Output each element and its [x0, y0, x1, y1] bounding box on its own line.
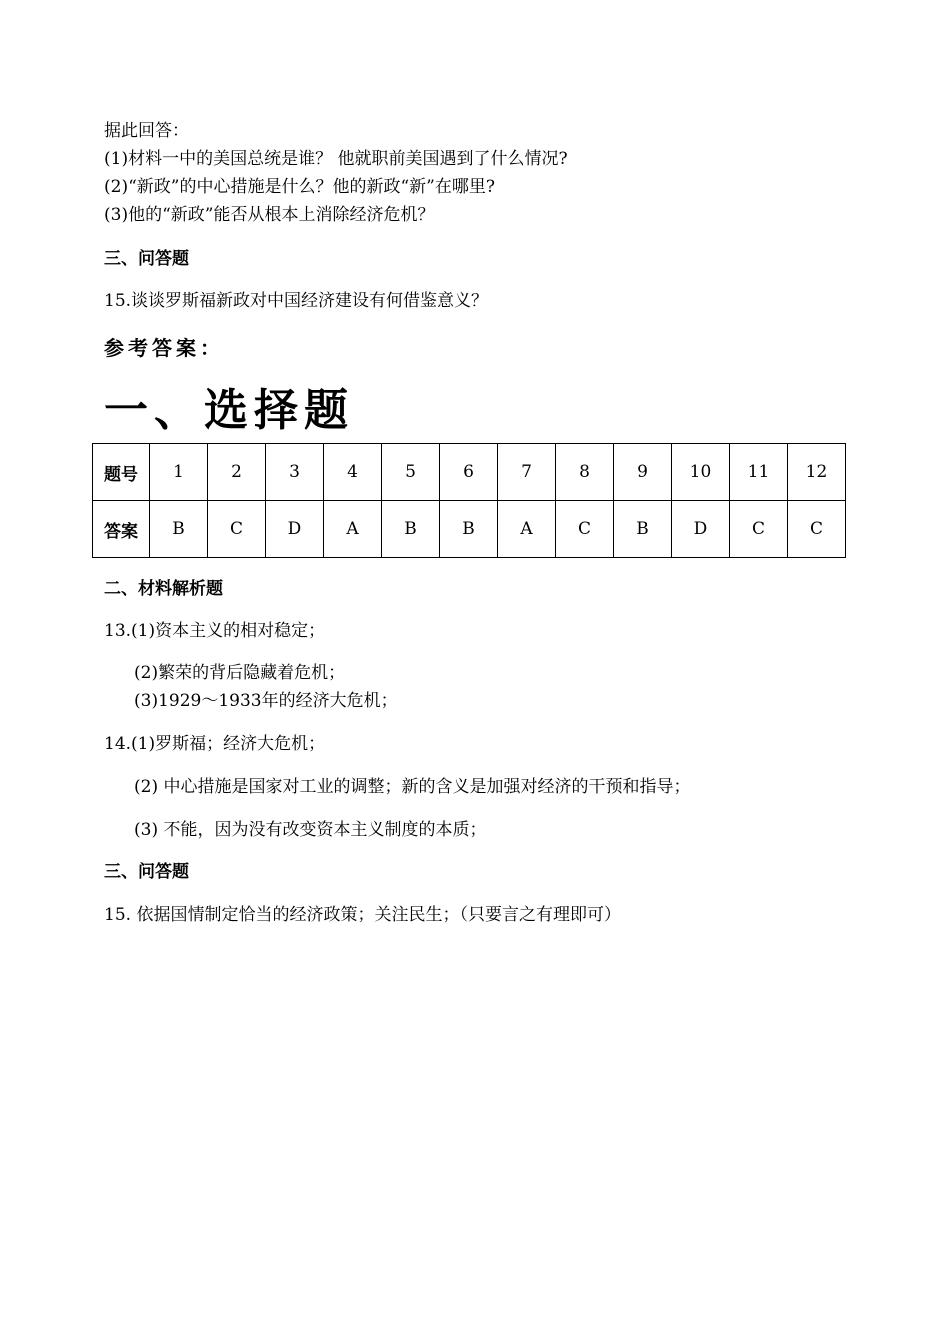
- table-cell: D: [266, 501, 324, 558]
- answers-section-3-heading: 三、问答题: [104, 862, 189, 882]
- question-2: (2)“新政”的中心措施是什么？他的新政“新”在哪里?: [104, 177, 495, 197]
- table-cell: C: [788, 501, 846, 558]
- table-cell: B: [614, 501, 672, 558]
- row-label-number: 题号: [93, 444, 150, 501]
- table-cell: A: [498, 501, 556, 558]
- table-cell: B: [382, 501, 440, 558]
- table-row-answers: [93, 501, 846, 558]
- question-3: (3)他的“新政”能否从根本上消除经济危机？: [104, 205, 435, 225]
- table-cell: 7: [498, 444, 556, 501]
- table-cell: 3: [266, 444, 324, 501]
- table-cell: C: [556, 501, 614, 558]
- table-cell: 6: [440, 444, 498, 501]
- table-cell: C: [208, 501, 266, 558]
- answer-14-3: (3) 不能，因为没有改变资本主义制度的本质；: [134, 820, 487, 840]
- table-cell: 11: [730, 444, 788, 501]
- table-cell: 1: [150, 444, 208, 501]
- section-1-heading: 一、选择题: [104, 385, 354, 436]
- table-cell: C: [730, 501, 788, 558]
- table-cell: 8: [556, 444, 614, 501]
- section-2-heading: 二、材料解析题: [104, 579, 223, 599]
- table-cell: B: [150, 501, 208, 558]
- question-15: 15.谈谈罗斯福新政对中国经济建设有何借鉴意义？: [104, 291, 489, 311]
- answer-13-3: (3)1929～1933年的经济大危机；: [134, 691, 398, 711]
- row-label-answer: 答案: [93, 501, 150, 558]
- question-1: (1)材料一中的美国总统是谁？ 他就职前美国遇到了什么情况?: [104, 149, 568, 169]
- table-cell: 4: [324, 444, 382, 501]
- table-cell: D: [672, 501, 730, 558]
- table-cell: A: [324, 501, 382, 558]
- table-row-numbers: [93, 444, 846, 501]
- section-3-heading: 三、问答题: [104, 249, 189, 269]
- answers-title: 参考答案：: [104, 336, 224, 360]
- table-cell: 9: [614, 444, 672, 501]
- table-cell: 12: [788, 444, 846, 501]
- table-cell: B: [440, 501, 498, 558]
- table-cell: 5: [382, 444, 440, 501]
- table-cell: 10: [672, 444, 730, 501]
- answer-table: [92, 443, 846, 558]
- answer-15: 15. 依据国情制定恰当的经济政策；关注民生；（只要言之有理即可）: [104, 905, 621, 925]
- answer-13-2: (2)繁荣的背后隐藏着危机；: [134, 663, 346, 683]
- answer-14-1: 14.(1)罗斯福；经济大危机；: [104, 734, 326, 754]
- answer-13-1: 13.(1)资本主义的相对稳定；: [104, 621, 326, 641]
- table-cell: 2: [208, 444, 266, 501]
- answer-14-2: (2) 中心措施是国家对工业的调整；新的含义是加强对经济的干预和指导；: [134, 777, 691, 797]
- intro-text: 据此回答：: [104, 121, 189, 141]
